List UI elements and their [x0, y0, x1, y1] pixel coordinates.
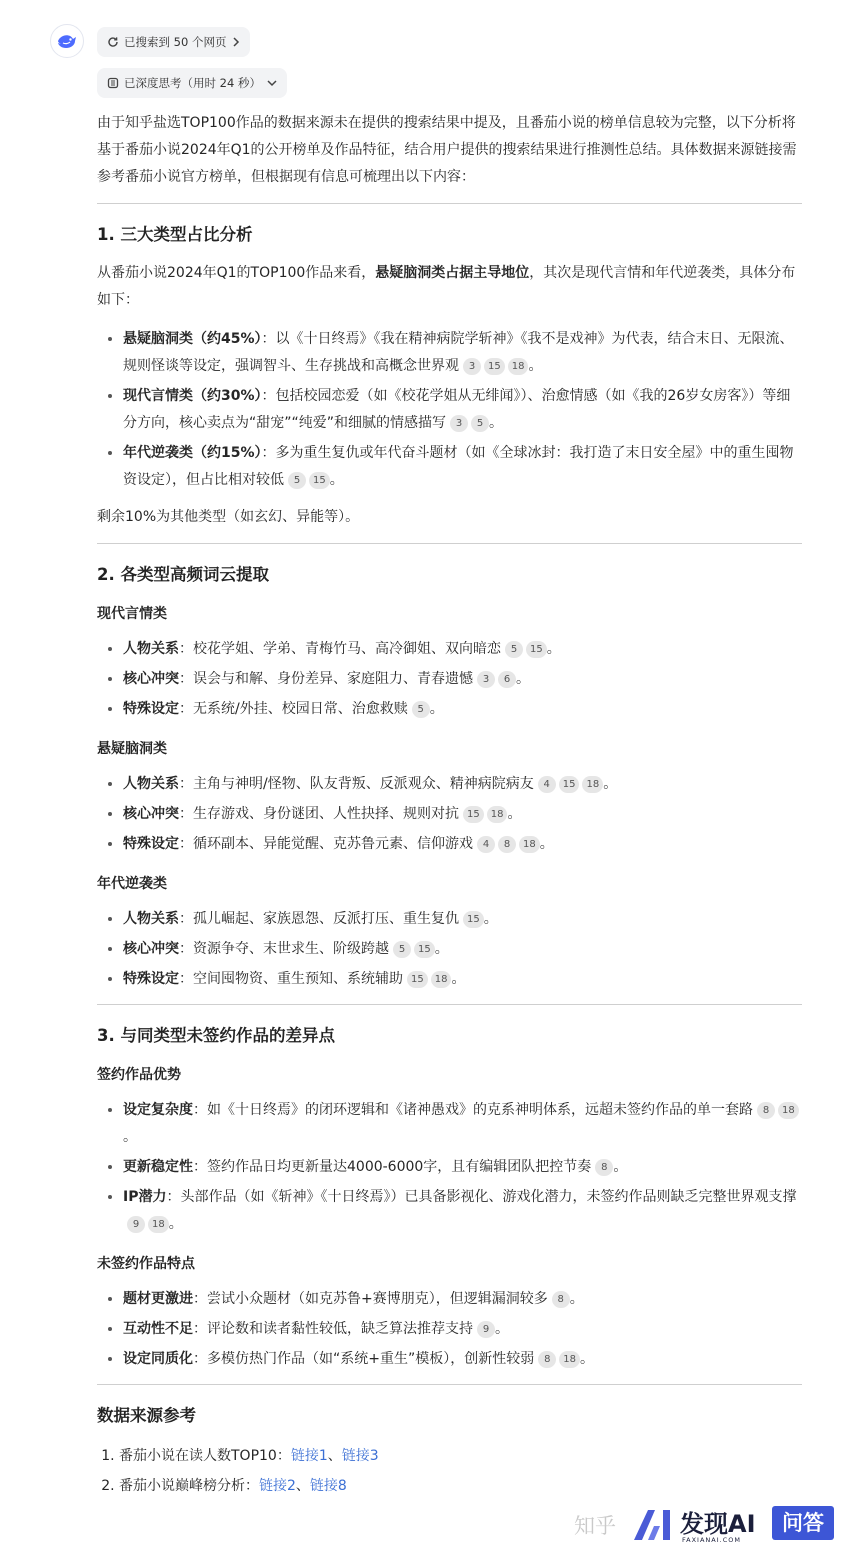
citation-badge[interactable]: 5 [393, 941, 411, 958]
chevron-right-icon [232, 37, 240, 47]
citation-badge[interactable]: 18 [559, 1351, 580, 1368]
subheading-era: 年代逆袭类 [97, 876, 167, 892]
difference-list [97, 1097, 802, 1238]
citation-badge[interactable]: 18 [431, 971, 452, 988]
citation-badge[interactable]: 5 [288, 472, 306, 489]
subheading-unsigned: 未签约作品特点 [97, 1256, 195, 1272]
section2-heading: 2. 各类型高频词云提取 [97, 565, 269, 584]
citation-badge[interactable]: 15 [463, 806, 484, 823]
divider [97, 203, 802, 204]
citation-badge[interactable]: 8 [538, 1351, 556, 1368]
chevron-down-icon [267, 79, 277, 87]
faxianai-logo-icon [632, 1508, 676, 1542]
citation-badge[interactable]: 15 [407, 971, 428, 988]
sources-heading: 数据来源参考 [97, 1406, 196, 1425]
citation-badge[interactable]: 15 [463, 911, 484, 928]
section3-heading: 3. 与同类型未签约作品的差异点 [97, 1026, 335, 1045]
keyword-list [97, 771, 802, 858]
list-item: • 特殊设定：循环副本、异能觉醒、克苏鲁元素、信仰游戏 4 8 18 。 [123, 831, 802, 858]
citation-badge[interactable]: 18 [148, 1216, 169, 1233]
list-item: • 人物关系：主角与神明/怪物、队友背叛、反派观众、精神病院病友 4 15 18 。 [123, 771, 802, 798]
source-link[interactable]: 链接8 [309, 1478, 347, 1494]
section1-tail: 剩余10%为其他类型（如玄幻、异能等）。 [97, 509, 360, 525]
deep-think-chip[interactable] [97, 68, 287, 98]
subheading-romance: 现代言情类 [97, 606, 167, 622]
qa-badge: 问答 [772, 1506, 834, 1540]
citation-badge[interactable]: 15 [559, 776, 580, 793]
list-item: • 人物关系：孤儿崛起、家族恩怨、反派打压、重生复仇 15 。 [123, 906, 802, 933]
brand-name: 发现AI [680, 1510, 756, 1538]
citation-badge[interactable]: 4 [538, 776, 556, 793]
search-results-label: 已搜索到 50 个网页 [124, 35, 227, 49]
citation-badge[interactable]: 3 [477, 671, 495, 688]
section1-lead: 从番茄小说2024年Q1的TOP100作品来看，悬疑脑洞类占据主导地位，其次是现代言情和年代逆袭类，具体分布如下： [97, 265, 796, 308]
citation-badge[interactable]: 9 [477, 1321, 495, 1338]
answer-content [97, 110, 802, 1501]
keyword-list [97, 906, 802, 993]
subheading-suspense: 悬疑脑洞类 [97, 741, 167, 757]
list-item: • 设定同质化：多模仿热门作品（如“系统+重生”模板），创新性较弱 8 18 。 [123, 1346, 802, 1373]
type-share-list [97, 326, 802, 494]
intro-paragraph: 由于知乎盐选TOP100作品的数据来源未在提供的搜索结果中提及，且番茄小说的榜单信息较为完整，以下分析将基于番茄小说2024年Q1的公开榜单及作品特征，结合用户提供的搜索结果进行推测性总结。具体数据来源链接需参考番茄小说官方榜单，但根据现有信息可梳理出以下内容： [97, 115, 797, 185]
deepseek-whale-icon [55, 29, 79, 53]
list-item: • IP潜力：头部作品（如《斩神》《十日终焉》）已具备影视化、游戏化潜力，未签约作品则缺乏完整世界观支撑9 18 。 [123, 1184, 802, 1238]
citation-badge[interactable]: 8 [757, 1102, 775, 1119]
divider [97, 1004, 802, 1005]
list-item: • 人物关系：校花学姐、学弟、青梅竹马、高冷御姐、双向暗恋 5 15 。 [123, 636, 802, 663]
citation-badge[interactable]: 3 [450, 415, 468, 432]
citation-badge[interactable]: 18 [519, 836, 540, 853]
search-results-chip[interactable] [97, 27, 250, 57]
source-link[interactable]: 链接1 [290, 1448, 328, 1464]
list-item: • 互动性不足：评论数和读者黏性较低，缺乏算法推荐支持 9 。 [123, 1316, 802, 1343]
zhihu-watermark: 知乎 [574, 1514, 616, 1538]
source-link[interactable]: 链接3 [341, 1448, 379, 1464]
list-item: • 特殊设定：无系统/外挂、校园日常、治愈救赎 5 。 [123, 696, 802, 723]
citation-badge[interactable]: 15 [484, 358, 505, 375]
list-item: • 更新稳定性：签约作品日均更新量达4000-6000字，且有编辑团队把控节奏 8 。 [123, 1154, 802, 1181]
sources-list [97, 1441, 802, 1501]
citation-badge[interactable]: 4 [477, 836, 495, 853]
citation-badge[interactable]: 5 [505, 641, 523, 658]
citation-badge[interactable]: 8 [595, 1159, 613, 1176]
list-item: • 年代逆袭类（约15%）：多为重生复仇或年代奋斗题材（如《全球冰封：我打造了末日安全屋》中的重生囤物资设定），但占比相对较低 5 15 。 [123, 440, 802, 494]
list-item: 2. 番茄小说巅峰榜分析：链接2、链接8 [119, 1471, 802, 1501]
divider [97, 1384, 802, 1385]
list-item: 1. 番茄小说在读人数TOP10：链接1、链接3 [119, 1441, 802, 1471]
divider [97, 543, 802, 544]
list-item: • 设定复杂度：如《十日终焉》的闭环逻辑和《诸神愚戏》的克系神明体系，远超未签约作品的单一套路 8 18。 [123, 1097, 802, 1151]
citation-badge[interactable]: 5 [471, 415, 489, 432]
deep-think-label: 已深度思考（用时 24 秒） [124, 76, 261, 90]
citation-badge[interactable]: 18 [508, 358, 529, 375]
citation-badge[interactable]: 8 [552, 1291, 570, 1308]
list-item: • 特殊设定：空间囤物资、重生预知、系统辅助 15 18 。 [123, 966, 802, 993]
avatar [50, 24, 84, 58]
citation-badge[interactable]: 18 [778, 1102, 799, 1119]
citation-badge[interactable]: 18 [487, 806, 508, 823]
difference-list [97, 1286, 802, 1373]
list-item: • 核心冲突：误会与和解、身份差异、家庭阻力、青春遗憾 3 6 。 [123, 666, 802, 693]
list-item: • 现代言情类（约30%）：包括校园恋爱（如《校花学姐从无绯闻》）、治愈情感（如《我的26岁女房客》）等细分方向，核心卖点为“甜宠”“纯爱”和细腻的情感描写 3 5 。 [123, 383, 802, 437]
keyword-list [97, 636, 802, 723]
section1-heading: 1. 三大类型占比分析 [97, 225, 253, 244]
think-icon [107, 77, 119, 89]
watermark [574, 1500, 840, 1550]
source-link[interactable]: 链接2 [259, 1478, 296, 1494]
subheading-signed: 签约作品优势 [97, 1067, 181, 1083]
citation-badge[interactable]: 6 [498, 671, 516, 688]
citation-badge[interactable]: 9 [127, 1216, 145, 1233]
citation-badge[interactable]: 3 [463, 358, 481, 375]
list-item: • 悬疑脑洞类（约45%）：以《十日终焉》《我在精神病院学斩神》《我不是戏神》为代表，结合末日、无限流、规则怪谈等设定，强调智斗、生存挑战和高概念世界观 3 15 18 。 [123, 326, 802, 380]
citation-badge[interactable]: 8 [498, 836, 516, 853]
refresh-icon [107, 36, 119, 48]
citation-badge[interactable]: 15 [414, 941, 435, 958]
list-item: • 题材更激进：尝试小众题材（如克苏鲁+赛博朋克），但逻辑漏洞较多 8 。 [123, 1286, 802, 1313]
brand-domain: FAXIANAI.COM [682, 1536, 741, 1544]
citation-badge[interactable]: 15 [526, 641, 547, 658]
citation-badge[interactable]: 18 [582, 776, 603, 793]
citation-badge[interactable]: 5 [412, 701, 430, 718]
list-item: • 核心冲突：资源争夺、末世求生、阶级跨越 5 15 。 [123, 936, 802, 963]
list-item: • 核心冲突：生存游戏、身份谜团、人性抉择、规则对抗 15 18 。 [123, 801, 802, 828]
citation-badge[interactable]: 15 [309, 472, 330, 489]
